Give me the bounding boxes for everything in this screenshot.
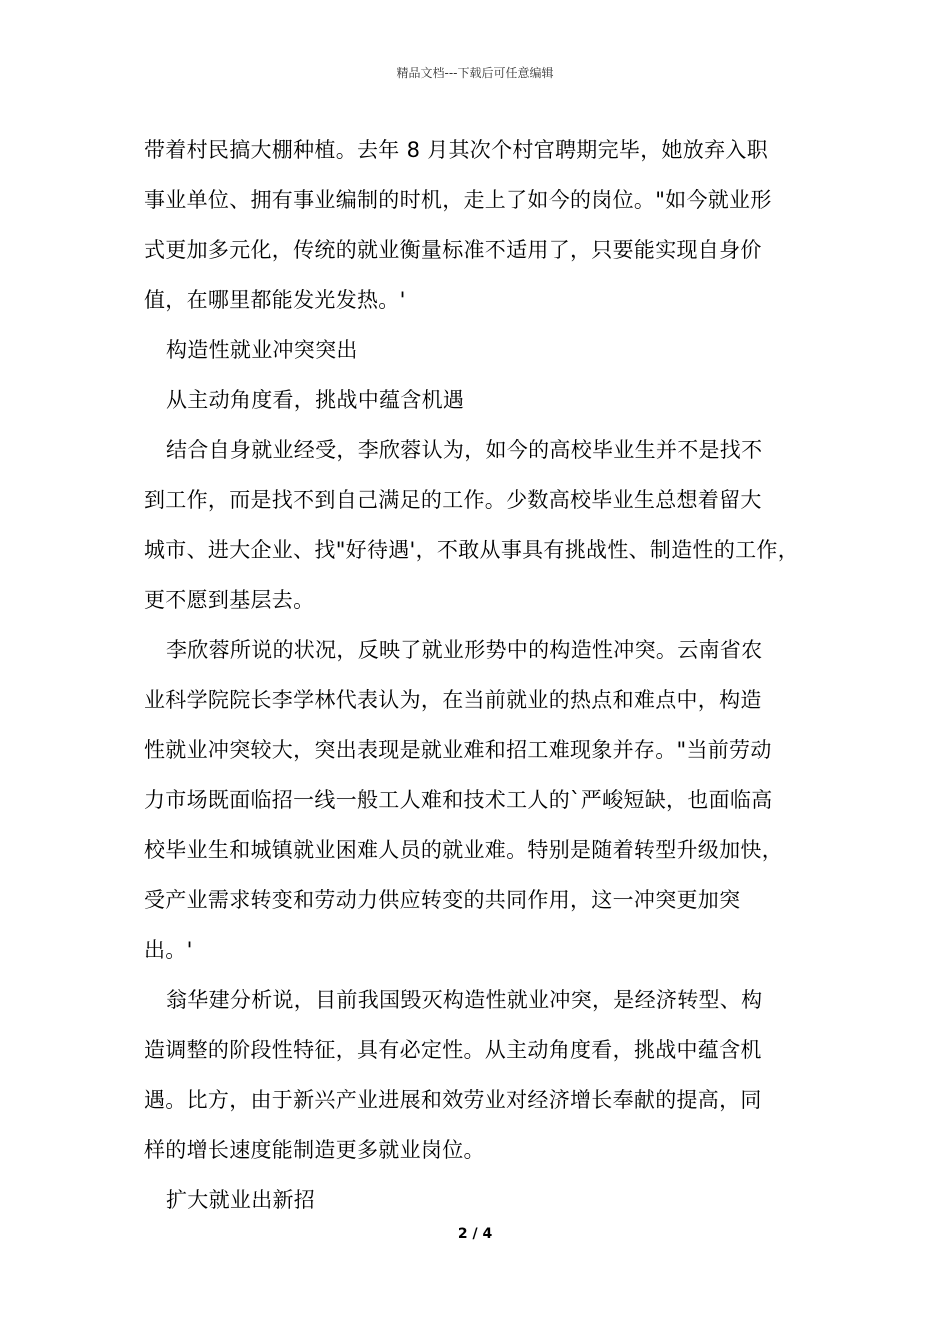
text-line: 带着村民搞大棚种植。去年 8 月其次个村官聘期完毕，她放弃入职 (144, 138, 769, 162)
text-line: 造调整的阶段性特征，具有必定性。从主动角度看，挑战中蕴含机 (144, 1038, 762, 1062)
text-line: 样的增长速度能制造更多就业岗位。 (144, 1138, 485, 1162)
text-line: 出。' (144, 938, 193, 962)
text-line: 遇。比方，由于新兴产业进展和效劳业对经济增长奉献的提高，同 (144, 1088, 762, 1112)
text-line: 翁华建分析说，目前我国毁灭构造性就业冲突，是经济转型、构 (166, 988, 763, 1012)
text-line: 力市场既面临招一线一般工人难和技术工人的`严峻短缺，也面临高 (144, 788, 773, 812)
page-separator: / (472, 1226, 478, 1242)
page-header (0, 64, 950, 81)
text-line: 城市、进大企业、找"好待遇'，不敢从事具有挑战性、制造性的工作， (144, 538, 800, 562)
text-line: 更不愿到基层去。 (144, 588, 315, 612)
text-line: 值，在哪里都能发光发热。' (144, 288, 406, 312)
page-number: 2 (457, 1226, 468, 1242)
text-line: 扩大就业出新招 (166, 1188, 316, 1212)
text-line: 业科学院院长李学林代表认为，在当前就业的热点和难点中，构造 (144, 688, 762, 712)
document-body (144, 125, 808, 1225)
header-text: 精品文档---下载后可任意编辑 (396, 66, 554, 80)
text-line: 式更加多元化，传统的就业衡量标准不适用了，只要能实现自身价 (144, 238, 762, 262)
text-line: 结合自身就业经受，李欣蓉认为，如今的高校毕业生并不是找不 (166, 438, 763, 462)
text-line: 校毕业生和城镇就业困难人员的就业难。特别是随着转型升级加快， (144, 838, 783, 862)
text-line: 事业单位、拥有事业编制的时机，走上了如今的岗位。"如今就业形 (144, 188, 772, 212)
text-line: 构造性就业冲突突出 (166, 338, 358, 362)
page-footer (0, 1226, 950, 1242)
text-line: 到工作，而是找不到自己满足的工作。少数高校毕业生总想着留大 (144, 488, 762, 512)
text-line: 性就业冲突较大，突出表现是就业难和招工难现象并存。"当前劳动 (144, 738, 772, 762)
text-line: 受产业需求转变和劳动力供应转变的共同作用，这一冲突更加突 (144, 888, 741, 912)
text-line: 李欣蓉所说的状况，反映了就业形势中的构造性冲突。云南省农 (166, 638, 763, 662)
text-line: 从主动角度看，挑战中蕴含机遇 (166, 388, 465, 412)
page-total: 4 (482, 1226, 493, 1242)
